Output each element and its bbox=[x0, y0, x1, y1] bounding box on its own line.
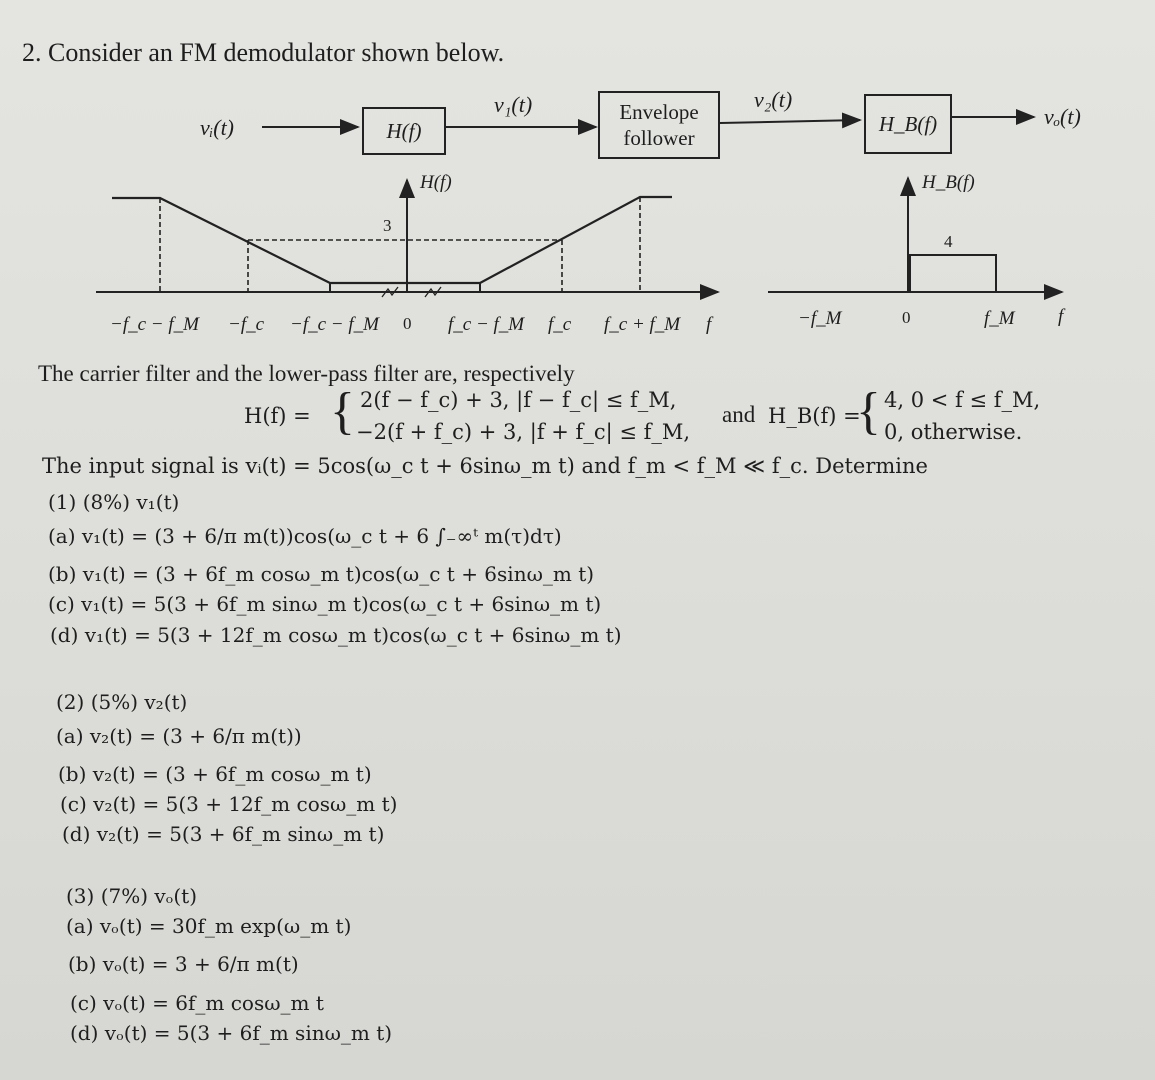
HB-case-2: 0, otherwise. bbox=[884, 420, 1023, 444]
part-3-option-b: (b) vₒ(t) = 3 + 6/π m(t) bbox=[68, 952, 299, 976]
tick-neg-fc-minus-fM: −f_c − f_M bbox=[110, 314, 199, 335]
H-case-2: −2(f + f_c) + 3, |f + f_c| ≤ f_M, bbox=[356, 420, 691, 444]
HB-case-1: 4, 0 < f ≤ f_M, bbox=[884, 388, 1041, 412]
tick-fc-minus-fM: f_c − f_M bbox=[448, 314, 525, 335]
part-2-option-b: (b) v₂(t) = (3 + 6f_m cosω_m t) bbox=[58, 762, 372, 786]
part-1-header: (1) (8%) v₁(t) bbox=[48, 490, 180, 514]
part-1-option-b: (b) v₁(t) = (3 + 6f_m cosω_m t)cos(ω_c t + 6sinω_m t) bbox=[48, 562, 595, 586]
part-3-option-d: (d) vₒ(t) = 5(3 + 6f_m sinω_m t) bbox=[70, 1021, 393, 1045]
v2-arrow bbox=[720, 120, 860, 123]
H-level-3-label: 3 bbox=[383, 216, 392, 235]
part-3-option-a: (a) vₒ(t) = 30f_m exp(ω_m t) bbox=[66, 914, 352, 938]
HB-filter-block: H_B(f) bbox=[864, 94, 952, 154]
H-case-1: 2(f − f_c) + 3, |f − f_c| ≤ f_M, bbox=[360, 388, 677, 412]
HB-tick-fM: f_M bbox=[984, 308, 1015, 329]
filters-intro: The carrier filter and the lower-pass filter are, respectively bbox=[38, 361, 575, 386]
tick-fc: f_c bbox=[548, 314, 572, 335]
envelope-label-1: Envelope bbox=[619, 100, 699, 124]
part-3-option-c: (c) vₒ(t) = 6f_m cosω_m t bbox=[70, 991, 324, 1015]
HB-tick-neg-fM: −f_M bbox=[798, 308, 842, 329]
tick-neg-fc: −f_c bbox=[228, 314, 265, 335]
part-1-option-c: (c) v₁(t) = 5(3 + 6f_m sinω_m t)cos(ω_c t + 6sinω_m t) bbox=[48, 592, 602, 616]
tick-zero: 0 bbox=[403, 314, 412, 333]
part-1-option-a: (a) v₁(t) = (3 + 6/π m(t))cos(ω_c t + 6 ∫₋∞ᵗ m(τ)dτ) bbox=[48, 524, 562, 548]
part-2-header: (2) (5%) v₂(t) bbox=[56, 690, 188, 714]
input-label: vᵢ(t) bbox=[200, 115, 235, 140]
tick-neg-fc-minus-fM-2: −f_c − f_M bbox=[290, 314, 379, 335]
HB-tick-zero: 0 bbox=[902, 308, 911, 327]
question-title: 2. Consider an FM demodulator shown below. bbox=[22, 38, 505, 67]
and-text: and bbox=[722, 402, 756, 427]
part-2-option-a: (a) v₂(t) = (3 + 6/π m(t)) bbox=[56, 724, 302, 748]
tick-f: f bbox=[706, 314, 712, 335]
H-plot-ylabel: H(f) bbox=[420, 172, 452, 193]
HB-plot-ylabel: H_B(f) bbox=[922, 172, 975, 193]
HB-tick-f: f bbox=[1058, 306, 1064, 327]
H-brace: { bbox=[330, 383, 355, 440]
tick-fc-plus-fM: f_c + f_M bbox=[604, 314, 681, 335]
v2-label: v₂(t) bbox=[754, 87, 793, 112]
HB-brace: { bbox=[856, 383, 881, 440]
envelope-follower-block bbox=[598, 91, 720, 159]
part-2-option-c: (c) v₂(t) = 5(3 + 12f_m cosω_m t) bbox=[60, 792, 398, 816]
input-signal-statement: The input signal is vᵢ(t) = 5cos(ω_c t + 6sinω_m t) and f_m < f_M ≪ f_c. Determine bbox=[42, 454, 928, 478]
envelope-label-2: follower bbox=[623, 126, 695, 150]
HB-rect bbox=[910, 255, 996, 292]
output-label: vₒ(t) bbox=[1044, 104, 1081, 129]
HB-definition-lhs: H_B(f) = bbox=[768, 404, 861, 428]
HB-level-4-label: 4 bbox=[944, 232, 953, 251]
part-3-header: (3) (7%) vₒ(t) bbox=[66, 884, 198, 908]
part-2-option-d: (d) v₂(t) = 5(3 + 6f_m sinω_m t) bbox=[62, 822, 385, 846]
v1-label: v₁(t) bbox=[494, 92, 533, 117]
H-filter-block: H(f) bbox=[362, 107, 446, 155]
H-definition-lhs: H(f) = bbox=[244, 404, 311, 428]
part-1-option-d: (d) v₁(t) = 5(3 + 12f_m cosω_m t)cos(ω_c t + 6sinω_m t) bbox=[50, 623, 622, 647]
